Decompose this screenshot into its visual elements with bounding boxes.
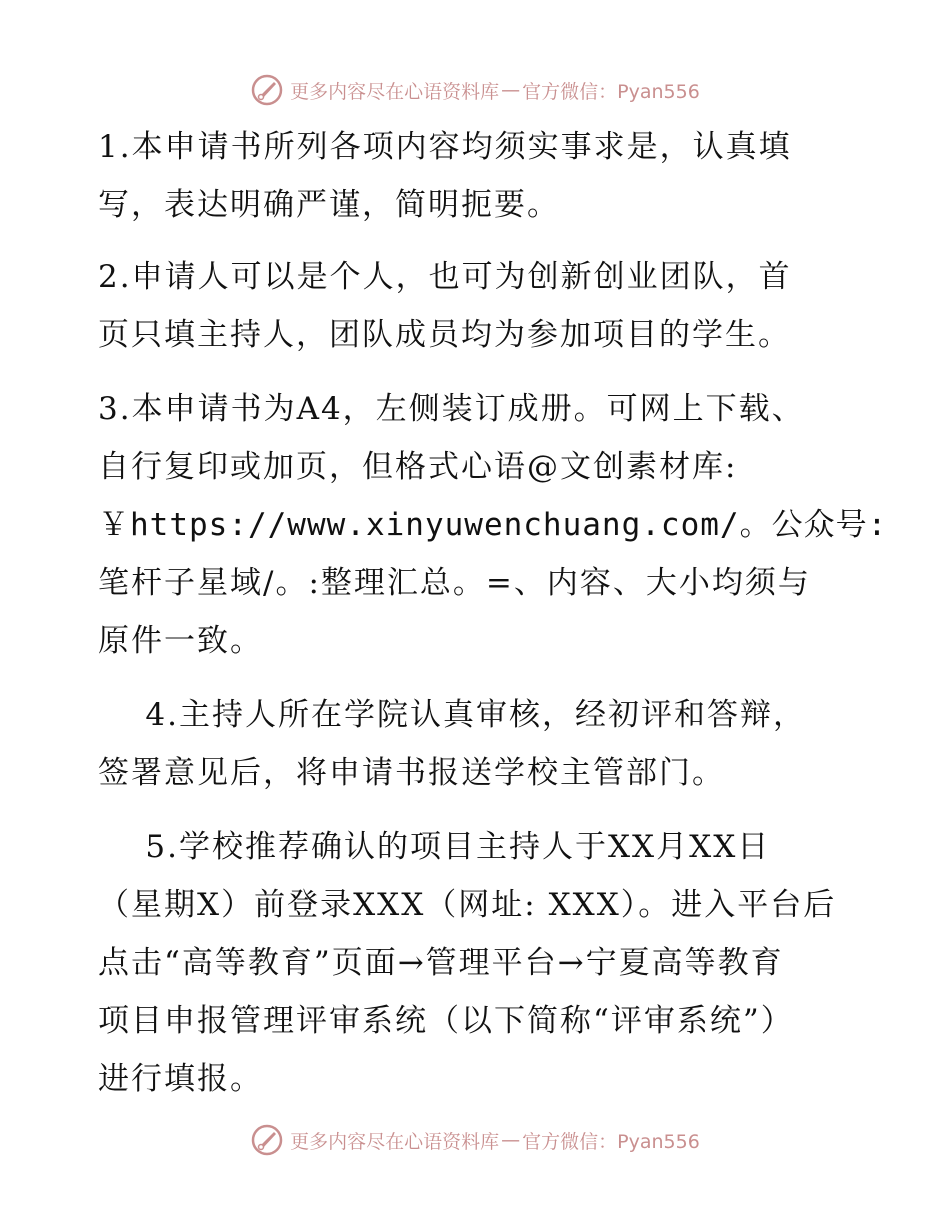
footer-watermark bbox=[0, 1120, 950, 1160]
paragraph-line: 点击“高等教育”页面→管理平台→宁夏高等教育 bbox=[98, 945, 784, 981]
watermark-contact: 官方微信：Pyan556 bbox=[522, 80, 700, 103]
watermark-text: 更多内容尽在心语资料库 bbox=[290, 1130, 500, 1153]
paragraph-line: 进行填报。 bbox=[98, 1061, 263, 1097]
header-watermark bbox=[0, 70, 950, 110]
paragraph-line: 页只填主持人，团队成员均为参加项目的学生。 bbox=[98, 317, 791, 353]
paragraph-line: 写，表达明确严谨，简明扼要。 bbox=[98, 187, 560, 223]
paragraph-line: 项目申报管理评审系统（以下简称“评审系统”） bbox=[98, 1003, 794, 1039]
paragraph-line: 1.本申请书所列各项内容均须实事求是，认真填 bbox=[98, 129, 792, 165]
watermark-separator: — bbox=[501, 1129, 521, 1151]
paragraph-line: 2.申请人可以是个人，也可为创新创业团队，首 bbox=[98, 259, 792, 295]
quill-seal-icon bbox=[250, 73, 284, 107]
paragraph-line: 签署意见后，将申请书报送学校主管部门。 bbox=[98, 755, 725, 791]
watermark-contact: 官方微信：Pyan556 bbox=[522, 1130, 700, 1153]
paragraph-line: 原件一致。 bbox=[98, 623, 263, 659]
paragraph-5 bbox=[98, 818, 858, 1108]
paragraph-line: 4.主持人所在学院认真审核，经初评和答辩， bbox=[98, 697, 806, 733]
paragraph-1 bbox=[98, 118, 858, 234]
paragraph-line: 自行复印或加页，但格式心语@文创素材库: bbox=[98, 449, 738, 485]
quill-seal-icon bbox=[250, 1123, 284, 1157]
paragraph-line: 5.学校推荐确认的项目主持人于XX月XX日 bbox=[98, 829, 771, 865]
paragraph-2 bbox=[98, 248, 858, 364]
watermark-text: 更多内容尽在心语资料库 bbox=[290, 80, 500, 103]
paragraph-4 bbox=[98, 686, 858, 802]
paragraph-3 bbox=[98, 380, 888, 670]
paragraph-line: （星期X）前登录XXX（网址: XXX）。进入平台后 bbox=[98, 887, 837, 923]
paragraph-line: 笔杆子星域/。:整理汇总。=、内容、大小均须与 bbox=[98, 565, 811, 601]
watermark-separator: — bbox=[501, 79, 521, 101]
paragraph-line-url: ￥https://www.xinyuwenchuang.com/。公众号: bbox=[98, 507, 888, 543]
paragraph-line: 3.本申请书为A4，左侧装订成册。可网上下载、 bbox=[98, 391, 805, 427]
